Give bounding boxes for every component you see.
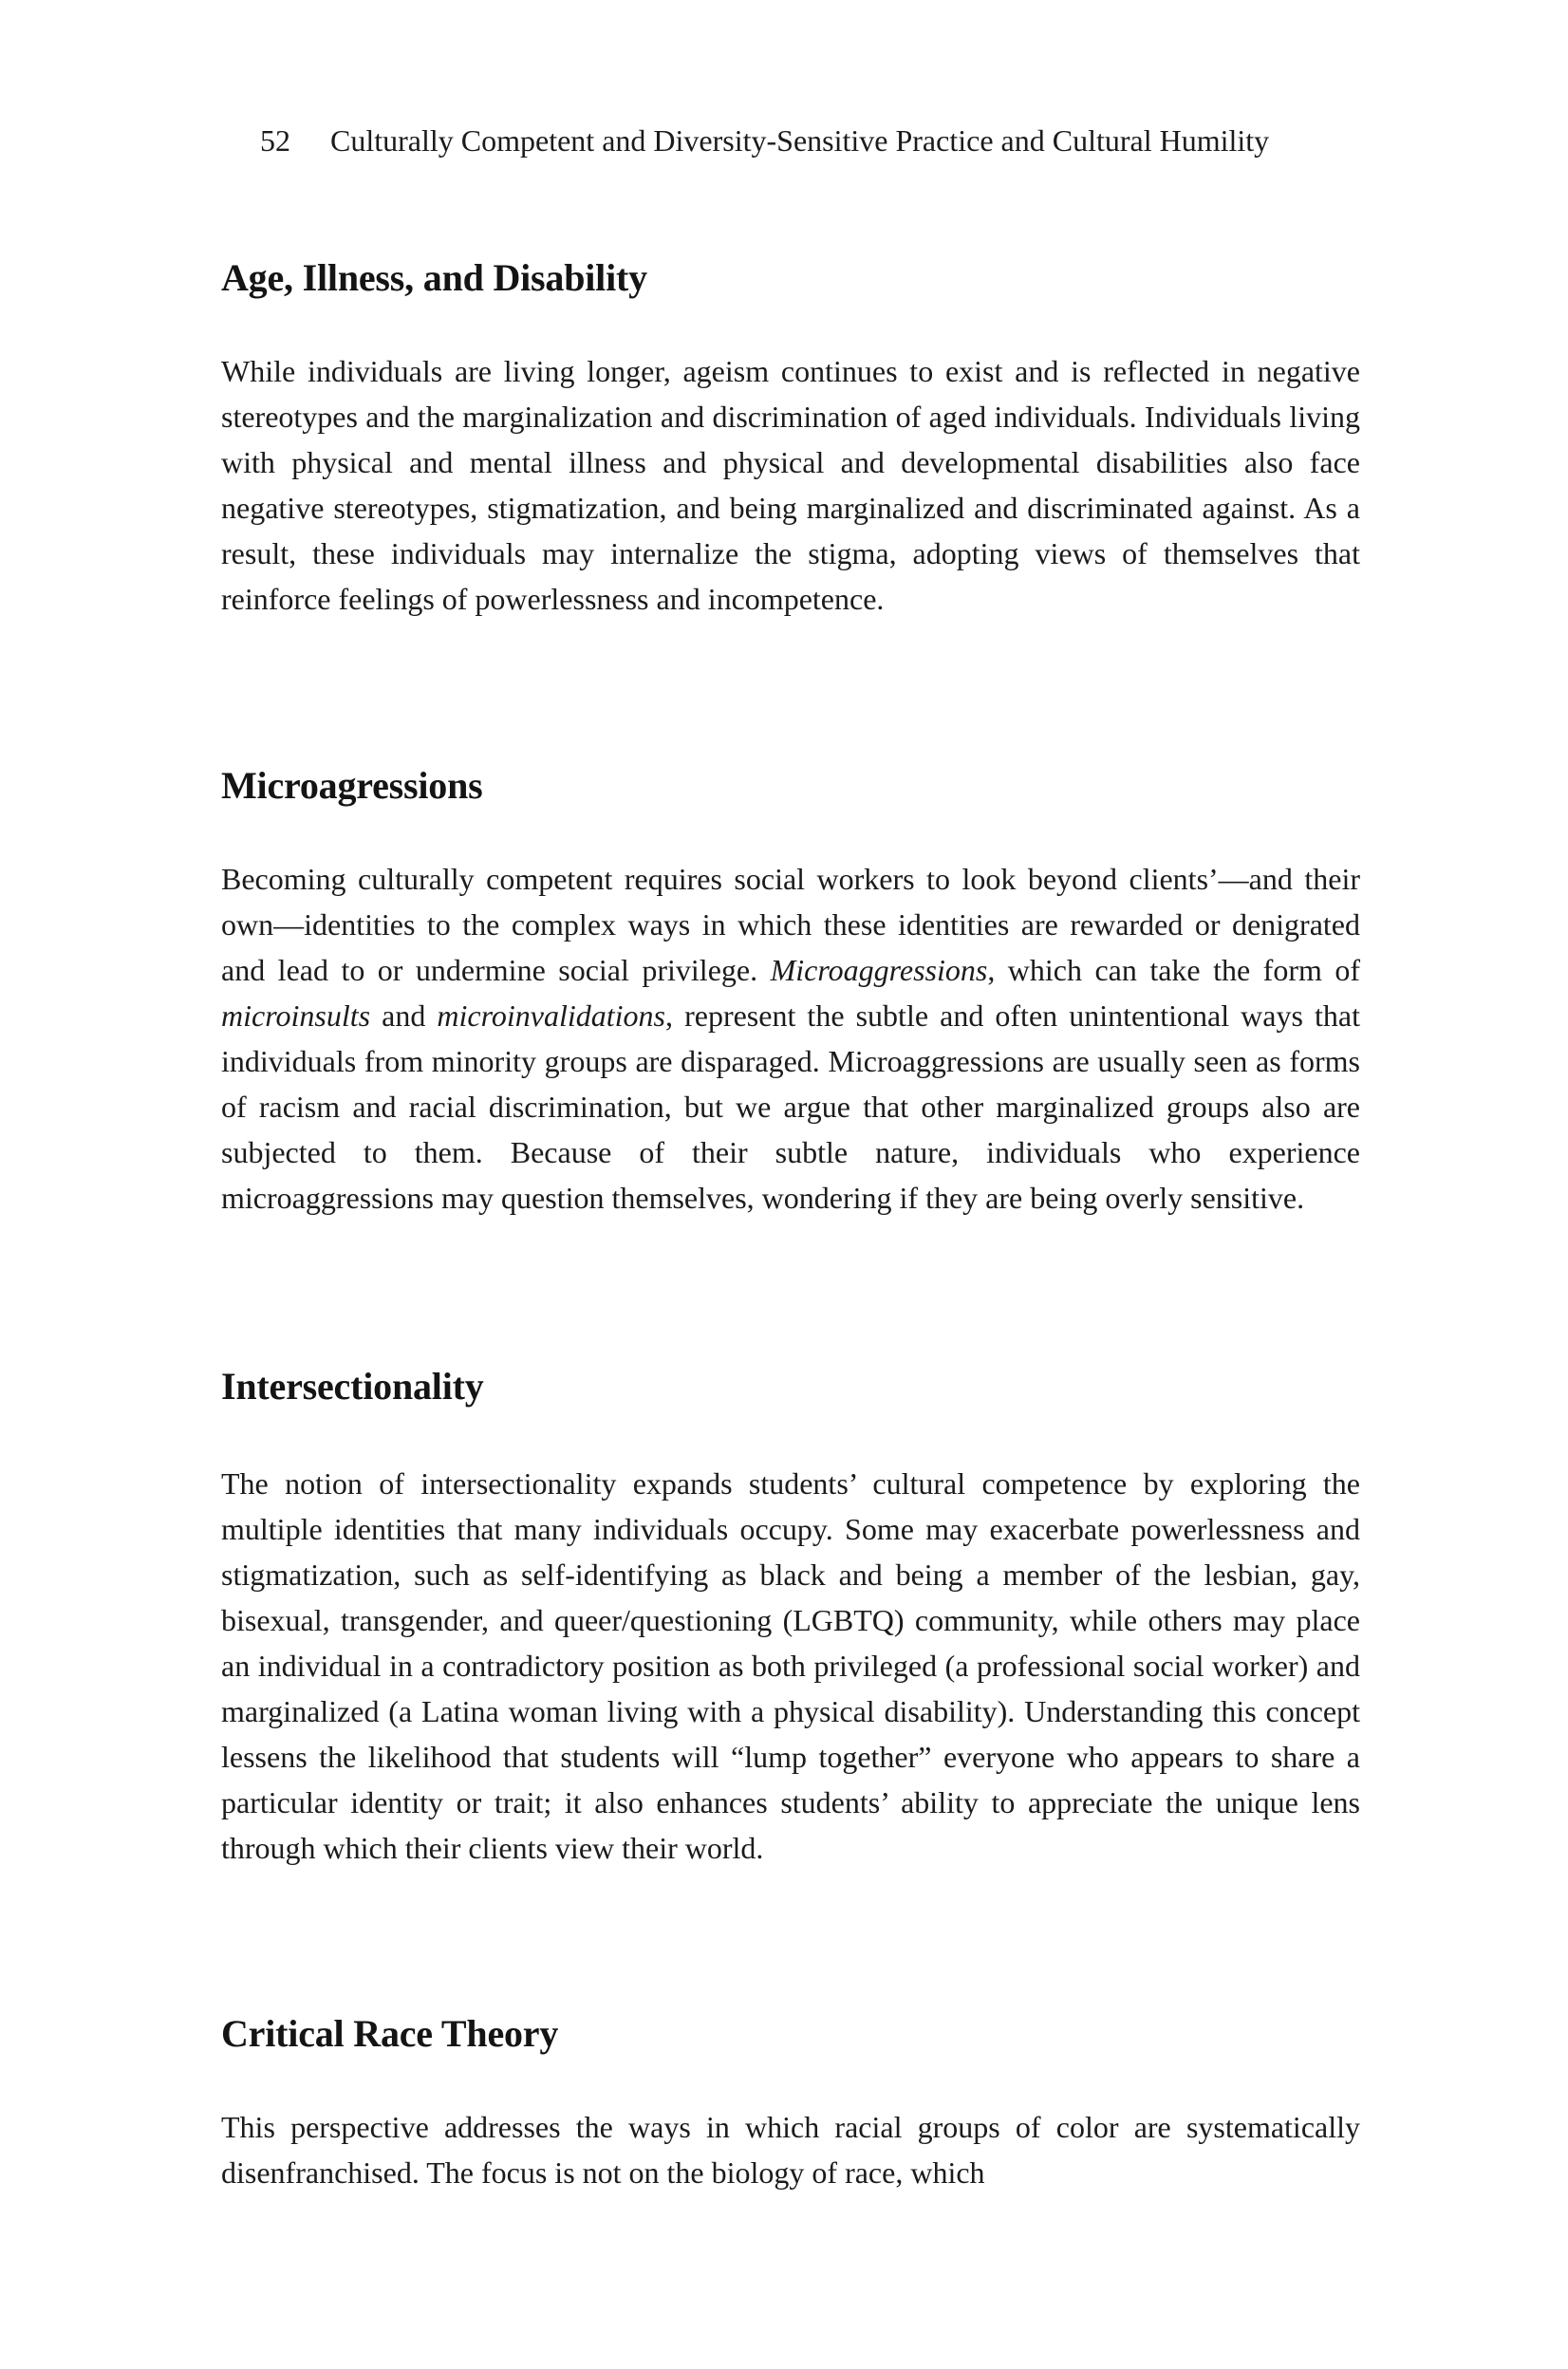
paragraph-critical-race-theory: This perspective addresses the ways in which racial groups of color are systematically disenfranchised. The focus is not on the biology of race, which [221, 2110, 1360, 2190]
section-heading-age-illness-disability: Age, Illness, and Disability [221, 256, 647, 299]
paragraph-intersectionality: The notion of intersectionality expands students’ cultural competence by exploring the multiple identities that many individuals occupy. Some may exacerbate powerlessness and stigmatization, such as self-identifying as black and being a member of the lesbian, gay, bisexual, transgender, and queer/questioning (LGBTQ) community, while others may place an individual in a contradictory position as both privileged (a professional social worker) and marginalized (a Latina woman living with a physical disability). Understanding this concept lessens the likelihood that students will “lump together” everyone who appears to share a particular identity or trait; it also enhances students’ ability to appreciate the unique lens through which their clients view their world. [221, 1466, 1360, 1865]
section-heading-microagressions: Microagressions [221, 764, 483, 807]
section-heading-critical-race-theory: Critical Race Theory [221, 2012, 559, 2055]
section-heading-intersectionality: Intersectionality [221, 1365, 484, 1408]
page-number: 52 [260, 123, 290, 158]
paragraph-microagressions: Becoming culturally competent requires social workers to look beyond clients’—and their own—identities to the complex ways in which these identities are rewarded or denigrated and lead to or undermine social privilege. Microaggressions, which can take the form of microinsults and microinvalidations, represent the subtle and often unintentional ways that individuals from minority groups are disparaged. Microaggressions are usually seen as forms of racism and racial discrimination, but we argue that other marginalized groups also are subjected to them. Because of their subtle nature, individuals who experience microaggressions may question themselves, wondering if they are being overly sensitive. [221, 862, 1361, 1215]
running-header [260, 118, 1269, 163]
paragraph-age-illness-disability: While individuals are living longer, ageism continues to exist and is reflected in negative stereotypes and the marginalization and discrimination of aged individuals. Individuals living with physical and mental illness and physical and developmental disabilities also face negative stereotypes, stigmatization, and being marginalized and discriminated against. As a result, these individuals may internalize the stigma, adopting views of themselves that reinforce feelings of powerlessness and incompetence. [221, 354, 1360, 616]
running-title: Culturally Competent and Diversity-Sensitive Practice and Cultural Humility [330, 123, 1270, 158]
